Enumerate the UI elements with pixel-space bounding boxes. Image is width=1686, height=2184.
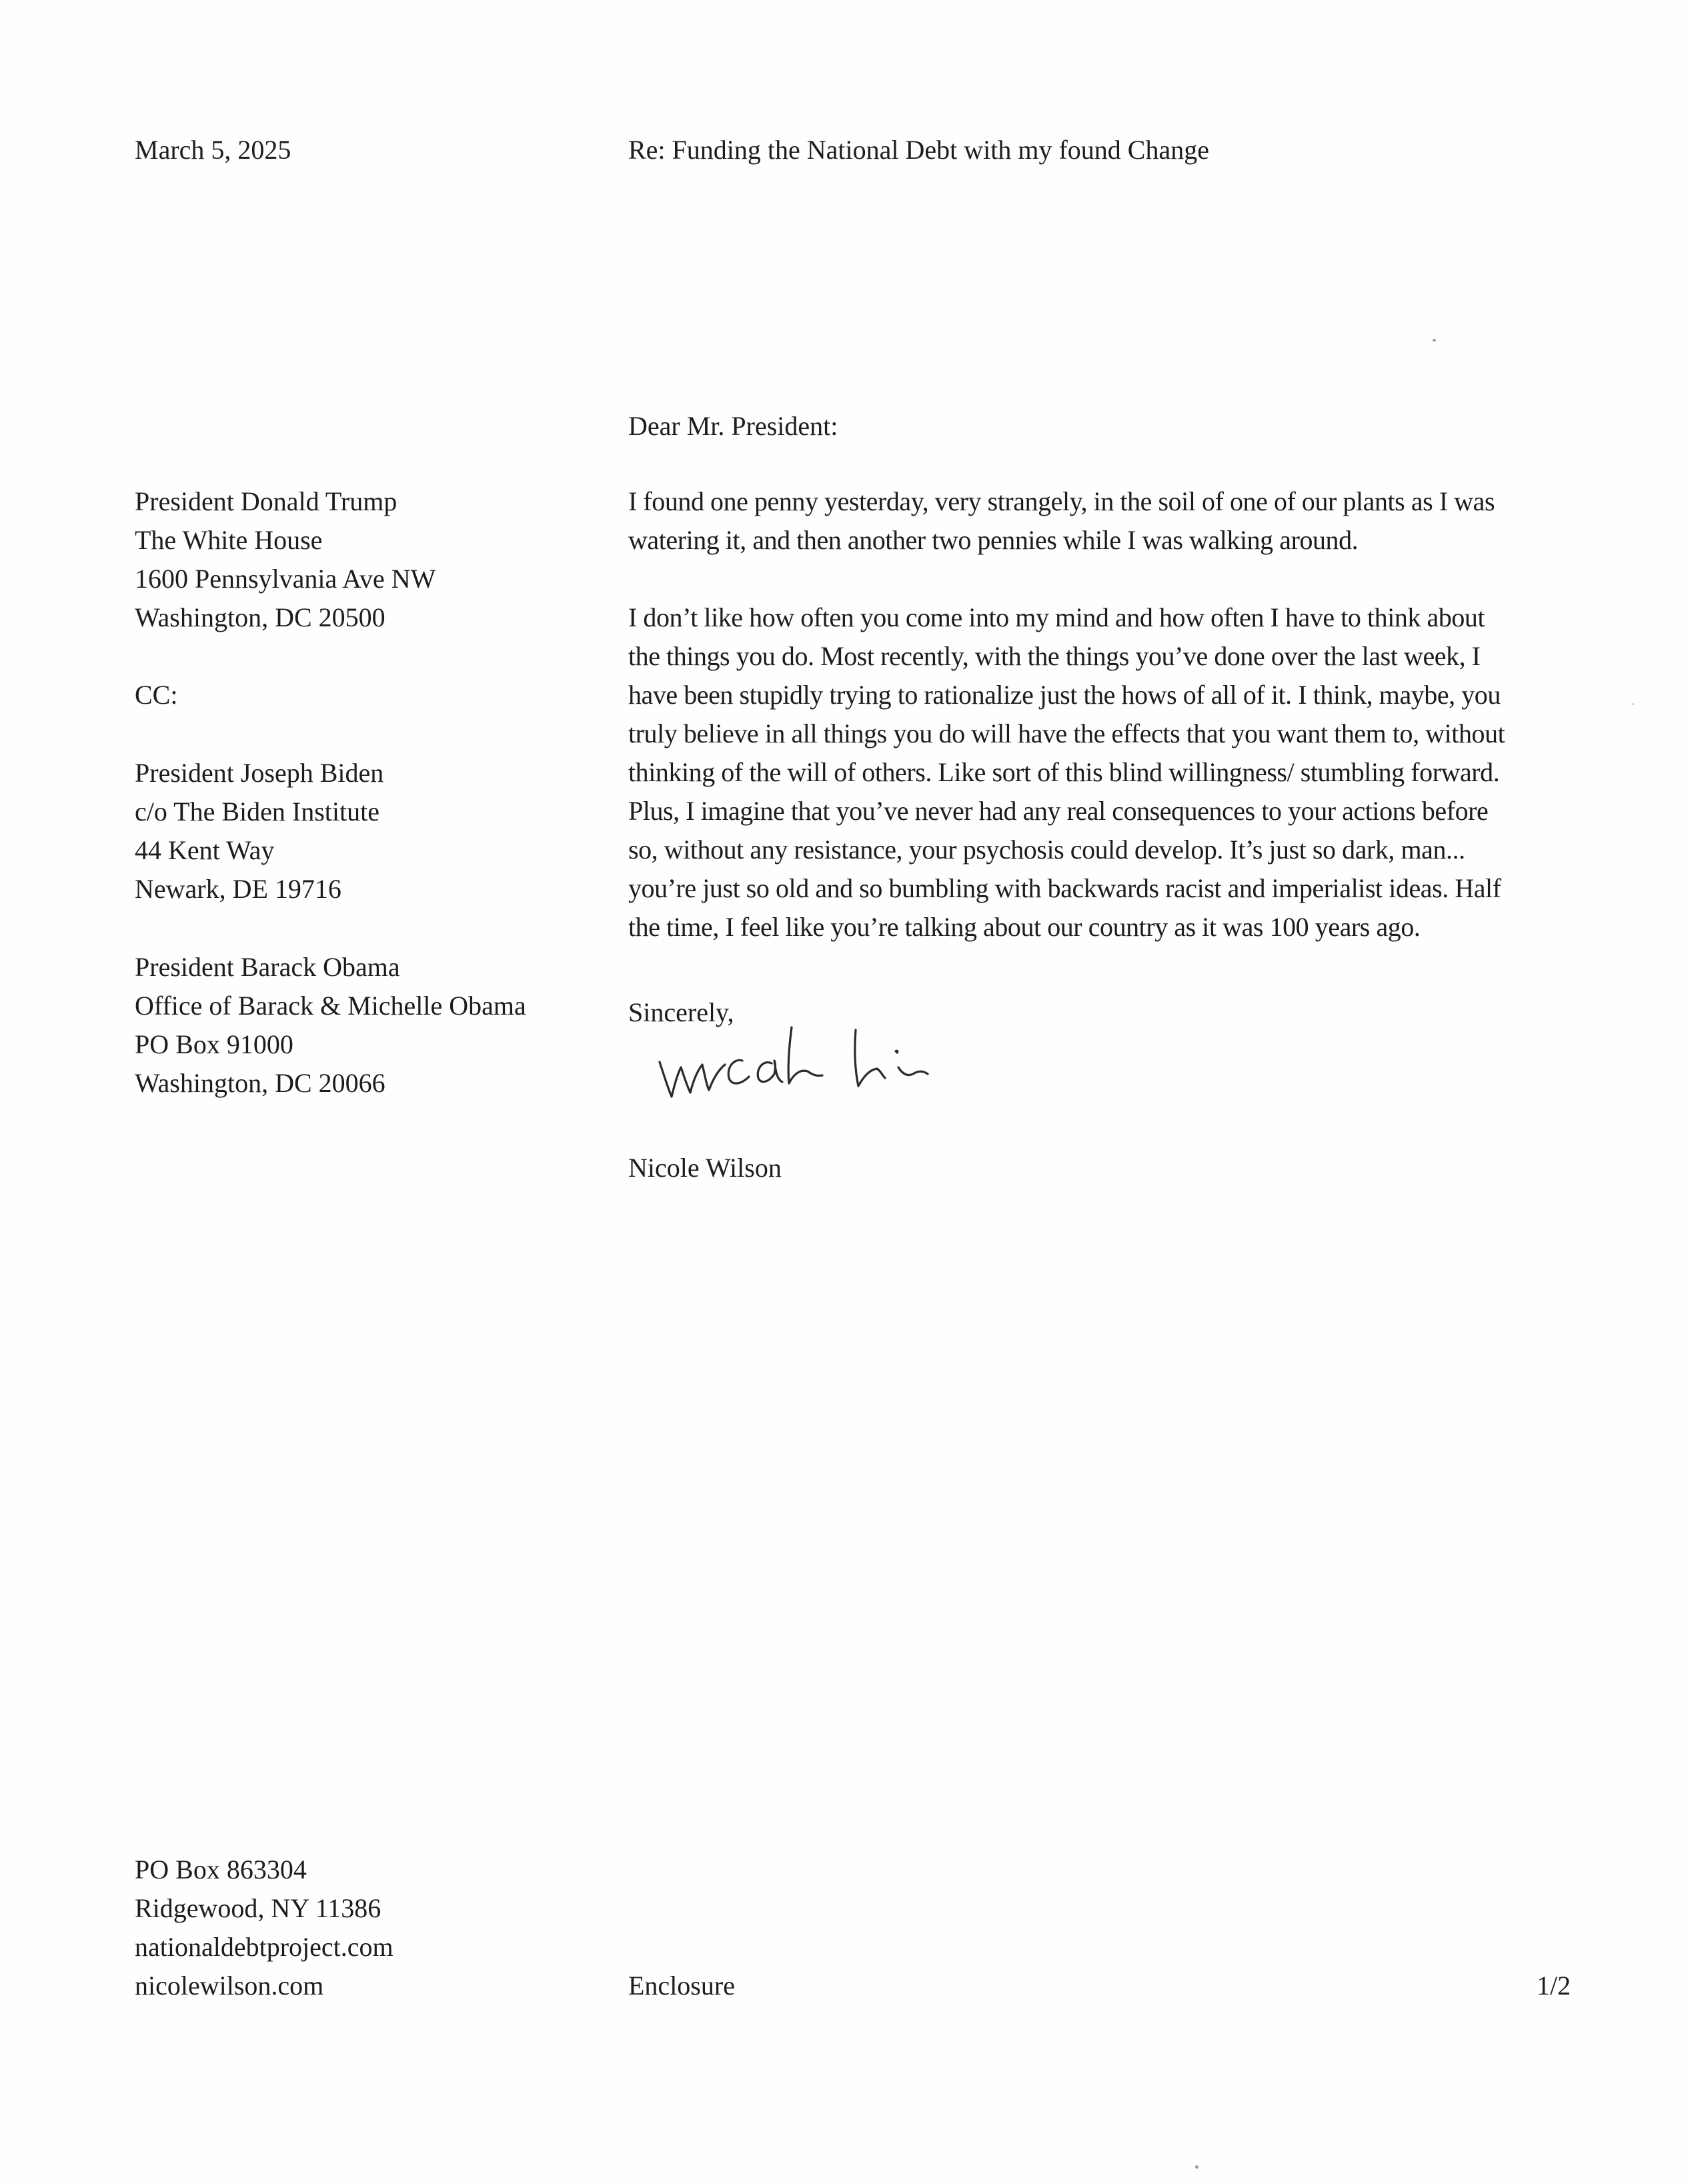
recipient-city: Washington, DC 20500 (135, 602, 385, 632)
cc-label: CC: (135, 680, 178, 710)
closing: Sincerely, (628, 997, 734, 1027)
body-line: I don’t like how often you come into my mind and how often I have to think about (628, 602, 1485, 632)
recipient-name: President Donald Trump (135, 486, 397, 516)
sender-city: Ridgewood, NY 11386 (135, 1893, 381, 1923)
body-paragraph (628, 598, 1575, 947)
sender-website: nationaldebtproject.com (135, 1932, 393, 1962)
body-line: have been stupidly trying to rationalize just the hows of all of it. I think, maybe, you (628, 680, 1501, 710)
cc-name: President Joseph Biden (135, 758, 384, 788)
body-line: the time, I feel like you’re talking about our country as it was 100 years ago. (628, 912, 1421, 942)
body-line: Plus, I imagine that you’ve never had any real consequences to your actions before (628, 796, 1489, 826)
cc-city: Washington, DC 20066 (135, 1068, 385, 1098)
cc-city: Newark, DE 19716 (135, 874, 341, 904)
body-line: so, without any resistance, your psychosis could develop. It’s just so dark, man... (628, 835, 1465, 865)
body-line: you’re just so old and so bumbling with backwards racist and imperialist ideas. Half (628, 873, 1501, 903)
cc-address-obama (135, 948, 526, 1103)
sender-po-box: PO Box 863304 (135, 1854, 307, 1884)
letter-subject: Re: Funding the National Debt with my found Change (628, 135, 1209, 165)
body-line: truly believe in all things you do will have the effects that you want them to, without (628, 718, 1505, 748)
letter-body (628, 482, 1575, 985)
handwritten-signature (657, 1021, 970, 1121)
sender-address (135, 1850, 393, 2005)
body-line: I found one penny yesterday, very strangely, in the soil of one of our plants as I was (628, 486, 1495, 516)
cc-name: President Barack Obama (135, 952, 400, 982)
recipient-org: The White House (135, 525, 323, 555)
cc-street: PO Box 91000 (135, 1029, 293, 1059)
body-line: watering it, and then another two pennies while I was walking around. (628, 525, 1359, 555)
signer-name: Nicole Wilson (628, 1153, 782, 1183)
recipient-street: 1600 Pennsylvania Ave NW (135, 564, 436, 594)
cc-org: Office of Barack & Michelle Obama (135, 991, 526, 1021)
body-line: the things you do. Most recently, with the things you’ve done over the last week, I (628, 641, 1481, 671)
scan-speck (1433, 339, 1436, 342)
letter-date: March 5, 2025 (135, 135, 291, 165)
body-paragraph (628, 482, 1575, 560)
sender-website: nicolewilson.com (135, 1971, 324, 2001)
enclosure-note: Enclosure (628, 1971, 735, 2001)
scan-speck (1632, 703, 1634, 705)
scan-speck (1195, 2165, 1198, 2169)
salutation: Dear Mr. President: (628, 411, 838, 441)
cc-address-biden (135, 754, 383, 909)
recipient-address (135, 482, 436, 637)
cc-street: 44 Kent Way (135, 835, 275, 865)
page-number: 1/2 (1537, 1971, 1571, 2001)
body-line: thinking of the will of others. Like sort of this blind willingness/ stumbling forward. (628, 757, 1500, 787)
cc-org: c/o The Biden Institute (135, 796, 379, 827)
